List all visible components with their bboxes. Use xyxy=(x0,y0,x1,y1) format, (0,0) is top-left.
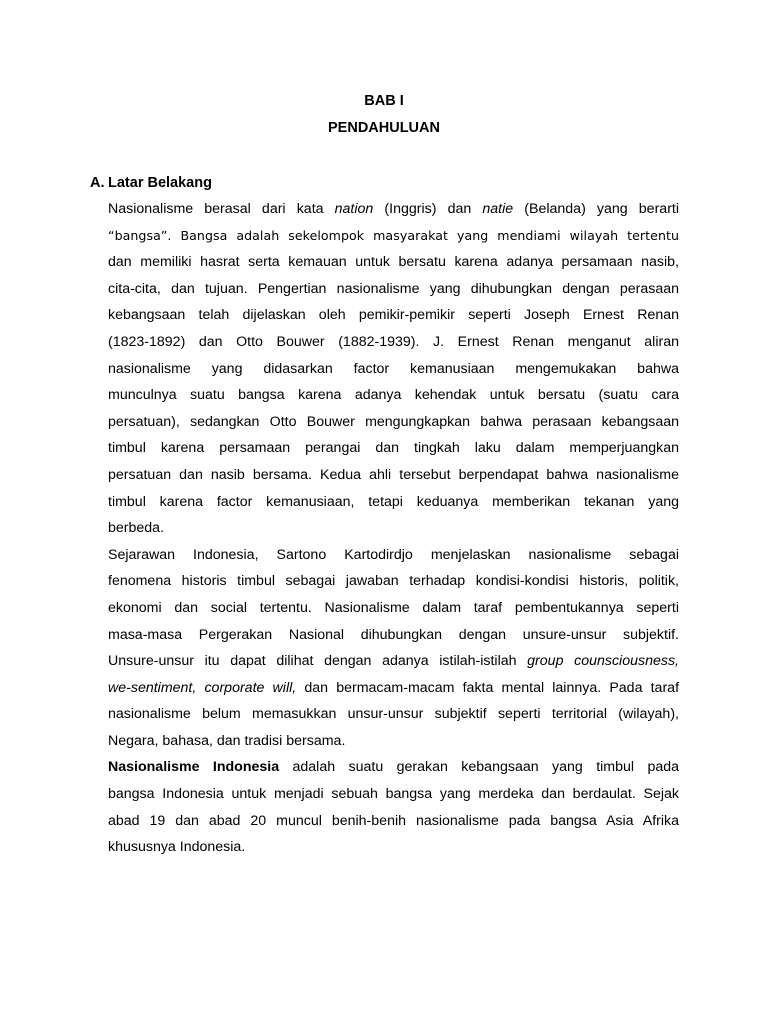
text-line xyxy=(108,196,679,223)
text-line: Sejarawan Indonesia, Sartono Kartodirdjo menjelaskan nasionalisme sebagai xyxy=(108,546,679,563)
text-line: “bangsa”. Bangsa adalah sekelompok masyarakat yang mendiami wilayah tertentu xyxy=(108,227,679,243)
text-segment: (Inggris) dan xyxy=(373,201,483,217)
bold-term: Nasionalisme Indonesia xyxy=(108,759,280,776)
text-line: abad 19 dan abad 20 muncul benih-benih nasionalisme pada bangsa Asia Afrika xyxy=(108,812,679,829)
section-marker: A. xyxy=(90,175,105,191)
document-body xyxy=(108,196,679,861)
section-heading xyxy=(90,174,212,192)
text-line: persatuan dan nasib bersama. Kedua ahli tersebut berpendapat bahwa nasionalisme xyxy=(108,466,679,483)
text-line: persatuan), sedangkan Otto Bouwer mengungkapkan bahwa perasaan kebangsaan xyxy=(108,413,679,430)
text-line: berbeda. xyxy=(108,520,165,537)
text-line: ekonomi dan social tertentu. Nasionalisme dalam taraf pembentukannya seperti xyxy=(108,599,679,616)
text-segment: adalah suatu gerakan kebangsaan yang timbul pada xyxy=(279,759,680,776)
text-line: (1823-1892) dan Otto Bouwer (1882-1939). J. Ernest Renan menganut aliran xyxy=(108,333,679,350)
text-line: munculnya suatu bangsa karena adanya kehendak untuk bersatu (suatu cara xyxy=(108,387,679,404)
text-segment: Unsure-unsur itu dapat dilihat dengan adanya istilah-istilah xyxy=(108,653,528,670)
text-line: Negara, bahasa, dan tradisi bersama. xyxy=(108,732,346,749)
paragraph-2 xyxy=(108,542,679,755)
text-line xyxy=(108,675,679,702)
text-line: nasionalisme belum memasukkan unsur-unsur subjektif seperti territorial (wilayah), xyxy=(108,706,679,723)
text-line: timbul karena factor kemanusiaan, tetapi keduanya memberikan tekanan yang xyxy=(108,493,679,510)
text-line: bangsa Indonesia untuk menjadi sebuah bangsa yang merdeka dan berdaulat. Sejak xyxy=(108,786,679,803)
chapter-number: BAB I xyxy=(364,93,404,109)
paragraph-1 xyxy=(108,196,679,542)
italic-term: group counsciousness, xyxy=(527,653,679,670)
text-line: nasionalisme yang didasarkan factor kemanusiaan mengemukakan bahwa xyxy=(108,360,679,377)
text-line: timbul karena persamaan perangai dan tingkah laku dalam memperjuangkan xyxy=(108,440,679,457)
text-line xyxy=(108,648,679,675)
chapter-title: PENDAHULUAN xyxy=(328,120,440,136)
italic-term: we-sentiment, corporate will, xyxy=(108,679,297,696)
italic-term-nation: nation xyxy=(334,201,374,217)
text-segment: dan bermacam-macam fakta mental lainnya. Pada taraf xyxy=(296,679,680,696)
text-line: kebangsaan telah dijelaskan oleh pemikir-pemikir seperti Joseph Ernest Renan xyxy=(108,307,679,324)
section-title: Latar Belakang xyxy=(108,175,212,191)
text-line xyxy=(108,754,679,781)
text-line: cita-cita, dan tujuan. Pengertian nasionalisme yang dihubungkan dengan perasaan xyxy=(108,280,679,297)
text-line: fenomena historis timbul sebagai jawaban terhadap kondisi-kondisi historis, politik, xyxy=(108,573,679,590)
text-segment: (Belanda) yang berarti xyxy=(513,201,680,217)
paragraph-3 xyxy=(108,754,679,860)
text-segment: Nasionalisme berasal dari kata xyxy=(108,201,335,217)
text-line: masa-masa Pergerakan Nasional dihubungkan dengan unsure-unsur subjektif. xyxy=(108,626,679,643)
text-line: dan memiliki hasrat serta kemauan untuk bersatu karena adanya persamaan nasib, xyxy=(108,254,679,271)
text-line: khususnya Indonesia. xyxy=(108,839,246,856)
italic-term-natie: natie xyxy=(482,201,514,217)
